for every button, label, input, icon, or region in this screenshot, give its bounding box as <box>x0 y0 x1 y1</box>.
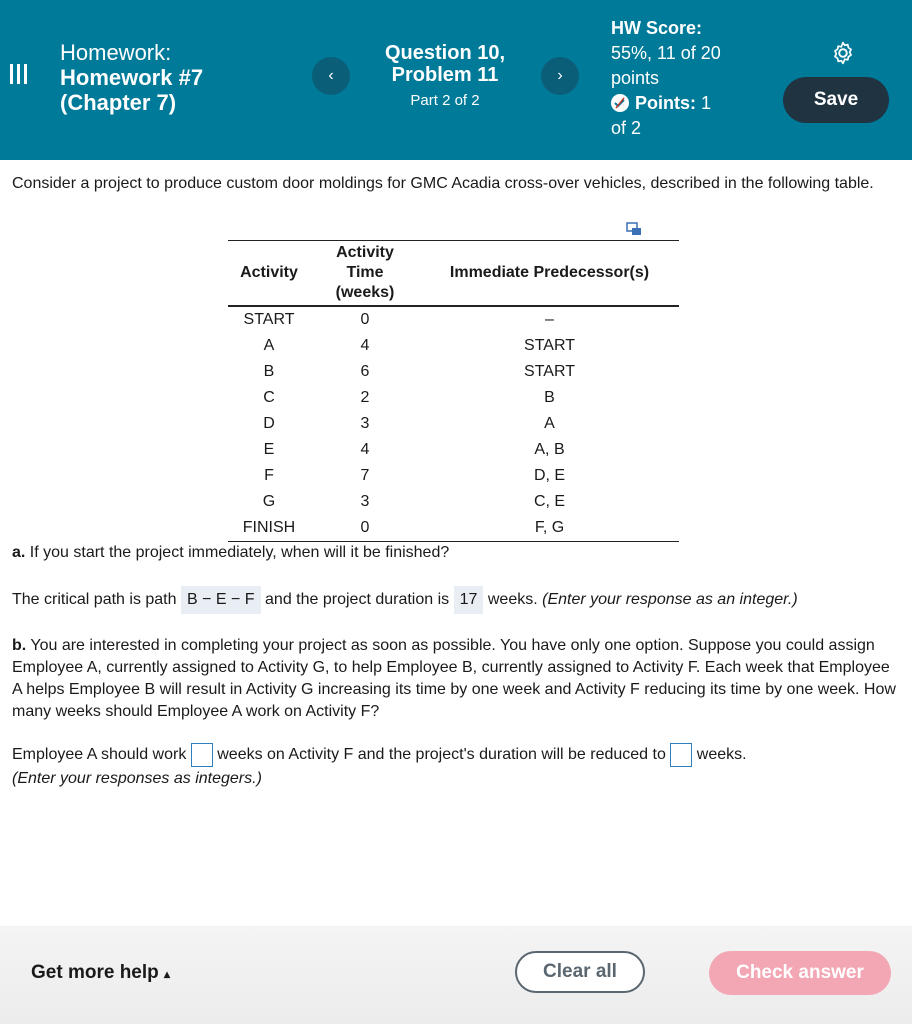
part-b-label: b. <box>12 637 27 654</box>
part-b-note: (Enter your responses as integers.) <box>12 770 262 787</box>
table-row <box>228 489 679 515</box>
points-row <box>611 91 771 116</box>
cp-mid: and the project duration is <box>265 591 450 609</box>
table-row <box>228 463 679 489</box>
table-row <box>228 306 679 333</box>
cell-activity: START <box>243 311 295 328</box>
part-a-label: a. <box>12 544 26 561</box>
cell-predecessor: F, G <box>420 515 679 542</box>
part-indicator: Part 2 of 2 <box>410 92 480 109</box>
table-row <box>228 515 679 542</box>
cell-predecessor: A, B <box>534 441 565 458</box>
points-of: of 2 <box>611 118 642 138</box>
cell-predecessor: B <box>544 389 555 406</box>
cell-time: 3 <box>360 415 370 432</box>
score-label: HW Score: <box>611 18 703 38</box>
table-row <box>228 359 679 385</box>
chevron-right-icon: › <box>557 67 563 84</box>
score-unit: points <box>611 68 660 88</box>
emp-suffix: weeks. <box>696 746 747 763</box>
duration-answer[interactable]: 17 <box>454 586 484 614</box>
column-header-activity: Activity <box>228 241 310 307</box>
cell-activity: A <box>263 337 275 354</box>
emp-mid: weeks on Activity F and the project's duration will be reduced to <box>217 746 666 763</box>
homework-label: Homework: <box>60 40 172 65</box>
top-bar <box>0 0 912 160</box>
cell-time: 0 <box>310 515 420 542</box>
hw-score <box>611 16 771 141</box>
employee-answer-line <box>12 741 747 769</box>
part-a-question <box>12 544 449 562</box>
problem-number: Problem 11 <box>391 64 499 86</box>
cell-activity: D <box>263 415 275 432</box>
previous-question-button[interactable] <box>312 57 350 95</box>
cell-time: 4 <box>360 337 370 354</box>
activity-table <box>228 240 679 542</box>
settings-gear-icon[interactable] <box>830 40 856 66</box>
cell-predecessor: D, E <box>533 467 566 484</box>
chevron-left-icon: ‹ <box>328 67 334 84</box>
table-header-row <box>228 241 679 307</box>
homework-title <box>60 40 203 115</box>
critical-path-answer[interactable]: B − E − F <box>181 586 261 614</box>
cp-suffix: weeks. <box>487 591 538 609</box>
table-row <box>228 437 679 463</box>
table-row <box>228 411 679 437</box>
next-question-button[interactable] <box>541 57 579 95</box>
get-more-help-button[interactable] <box>31 962 170 984</box>
cell-time: 3 <box>360 493 370 510</box>
cell-predecessor: – <box>545 311 554 328</box>
part-a-text: If you start the project immediately, when will it be finished? <box>29 544 450 561</box>
cell-activity: F <box>264 467 274 484</box>
cell-time: 7 <box>360 467 370 484</box>
cell-time: 2 <box>360 389 370 406</box>
cell-activity: FINISH <box>228 515 310 542</box>
column-header-predecessors: Immediate Predecessor(s) <box>420 241 679 307</box>
problem-intro: Consider a project to produce custom door moldings for GMC Acadia cross-over vehicles, described in the following table. <box>12 175 874 192</box>
cell-predecessor: A <box>544 415 555 432</box>
clear-all-button[interactable]: Clear all <box>515 951 645 993</box>
check-answer-button[interactable]: Check answer <box>709 951 891 995</box>
help-label: Get more help <box>31 962 159 983</box>
cell-time: 0 <box>360 311 370 328</box>
partial-credit-icon <box>611 94 629 112</box>
table-row <box>228 385 679 411</box>
score-value: 55%, 11 of 20 <box>611 43 721 63</box>
column-header-time: Activity Time (weeks) <box>310 241 420 307</box>
cell-activity: B <box>263 363 275 380</box>
caret-up-icon: ▴ <box>164 967 171 981</box>
cell-time: 6 <box>360 363 370 380</box>
homework-chapter: (Chapter 7) <box>60 90 177 115</box>
copy-table-icon[interactable] <box>626 221 642 237</box>
part-b-question <box>12 635 897 723</box>
cp-note: (Enter your response as an integer.) <box>542 591 798 609</box>
weeks-on-f-input[interactable] <box>191 743 213 767</box>
reduced-duration-input[interactable] <box>670 743 692 767</box>
critical-path-line <box>12 586 798 614</box>
part-b-text: You are interested in completing your project as soon as possible. You have only one option. Suppose you could assign Employee A, currently assigned to Activity G, to help Employee B, currently assigned to Activity F. Each week that Employee A helps Employee B will result in Activity G increasing its time by one week and Activity F reducing its time by one week. How many weeks should Employee A work on Activity F? <box>12 637 896 720</box>
cell-activity: G <box>262 493 276 510</box>
cell-time: 4 <box>360 441 370 458</box>
cell-predecessor: START <box>524 363 575 380</box>
points-value: 1 <box>701 93 712 113</box>
cp-prefix: The critical path is path <box>12 591 177 609</box>
homework-name: Homework #7 <box>60 65 204 90</box>
cell-activity: C <box>263 389 275 406</box>
table-row <box>228 333 679 359</box>
question-number: Question 10, <box>384 42 506 64</box>
cell-predecessor: C, E <box>533 493 566 510</box>
cell-predecessor: START <box>524 337 575 354</box>
save-button[interactable]: Save <box>783 77 889 123</box>
question-info <box>360 42 530 109</box>
emp-prefix: Employee A should work <box>12 746 187 763</box>
cell-activity: E <box>263 441 275 458</box>
points-label: Points: <box>635 93 696 113</box>
menu-icon[interactable] <box>8 64 28 86</box>
